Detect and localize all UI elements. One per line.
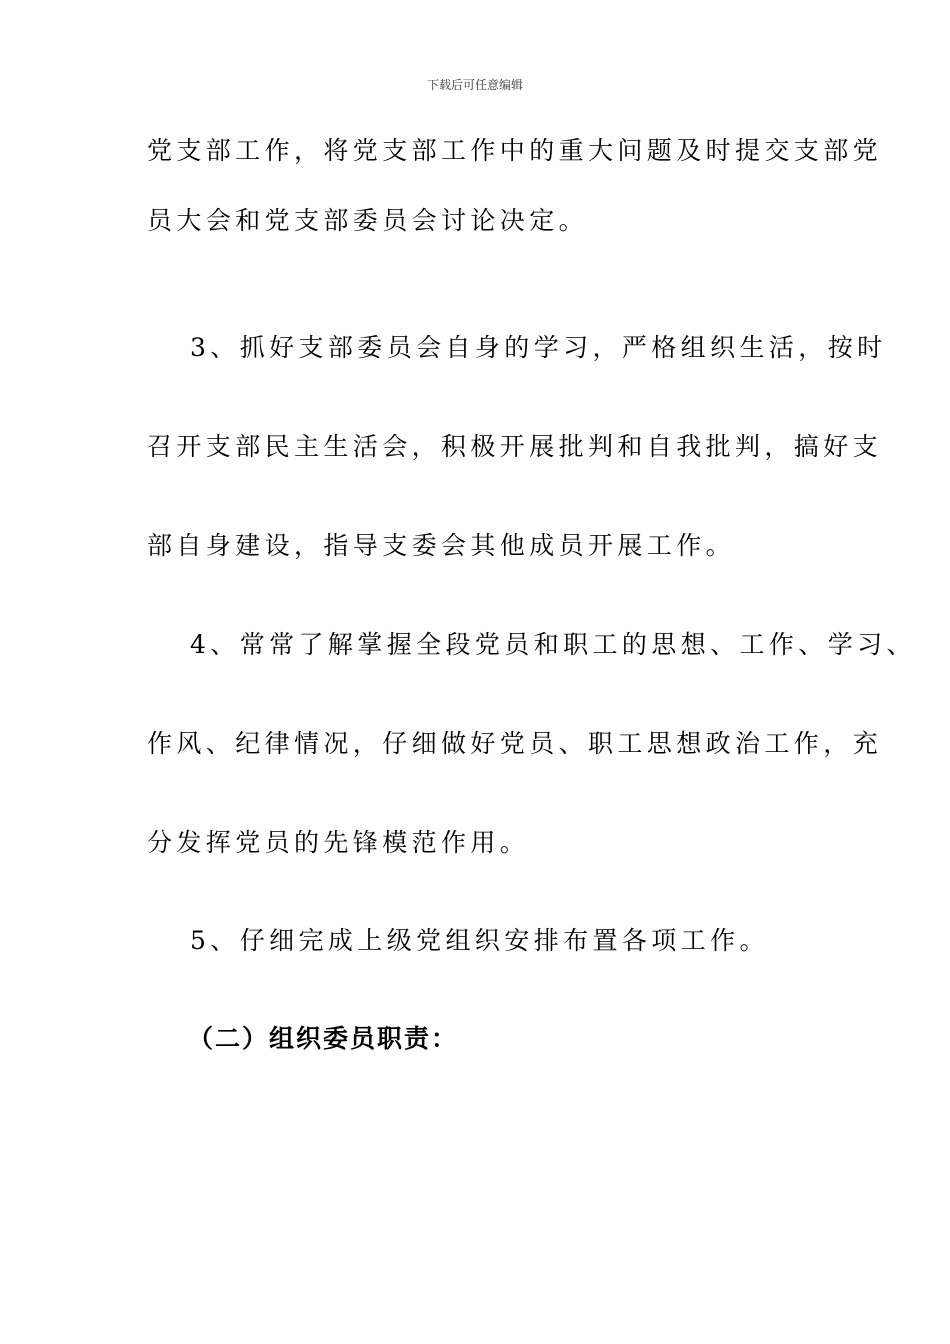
body-line-9: 5、仔细完成上级党组织安排布置各项工作。 (190, 926, 769, 955)
body-line-3: 3、抓好支部委员会自身的学习，严格组织生活，按时 (190, 333, 887, 362)
body-line-7: 作风、纪律情况，仔细做好党员、职工思想政治工作，充 (147, 729, 883, 758)
body-line-8: 分发挥党员的先锋模范作用。 (147, 828, 530, 857)
body-line-4: 召开支部民主生活会，积极开展批判和自我批判，搞好支 (147, 432, 883, 461)
section-heading: （二）组织委员职责： (188, 1024, 459, 1053)
body-line-5: 部自身建设，指导支委会其他成员开展工作。 (147, 531, 736, 560)
header-note: 下载后可任意编辑 (426, 78, 523, 92)
body-line-1: 党支部工作，将党支部工作中的重大问题及时提交支部党 (147, 136, 883, 165)
body-line-2: 员大会和党支部委员会讨论决定。 (147, 206, 589, 235)
body-line-6: 4、常常了解掌握全段党员和职工的思想、工作、学习、 (190, 630, 916, 659)
